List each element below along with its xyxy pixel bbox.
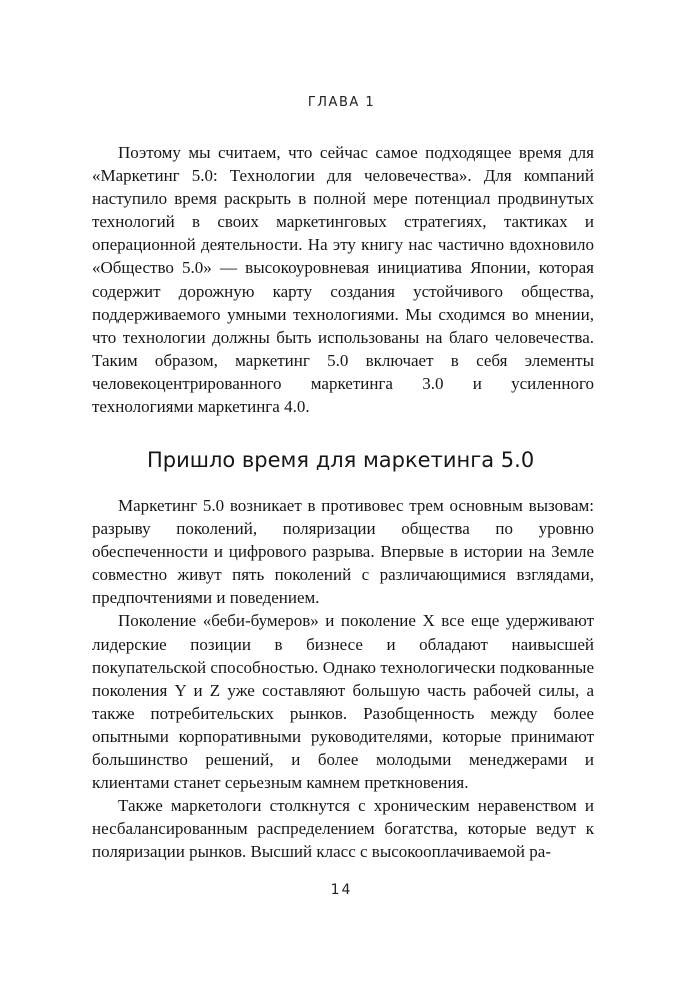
paragraph: Маркетинг 5.0 возникает в противовес трем основным вызовам: разрыву поколений, поляризации общества по уровню обеспеченности и цифрового разрыва. Впервые в истории на Земле совместно живут пять поколений с различающимися взглядами, предпочтениями и поведением. (92, 496, 594, 608)
paragraph: Поэтому мы считаем, что сейчас самое подходящее время для «Маркетинг 5.0: Технологии для человечества». Для компаний наступило время раскрыть в полной мере потенциал продвинутых технологий в своих маркетинговых стратегиях, тактиках и операционной деятельности. На эту книгу нас частично вдохновило «Общество 5.0» — высокоуровневая инициатива Японии, которая содержит дорожную карту создания устойчивого общества, поддерживаемого умными технологиями. Мы сходимся во мнении, что технологии должны быть использованы на благо человечества. Таким образом, маркетинг 5.0 включает в себя элементы человекоцентрированного маркетинга 3.0 и усиленного технологиями маркетинга 4.0. (92, 143, 594, 417)
page-number: 14 (330, 882, 353, 898)
running-head: ГЛАВА 1 (307, 95, 376, 110)
paragraph: Также маркетологи столкнутся с хроническим неравенством и несбалансированным распределением богатства, которые ведут к поляризации рынков. Высший класс с высокооплачиваемой ра- (92, 796, 594, 862)
section-text-block (92, 494, 594, 864)
intro-text-block (92, 141, 594, 418)
section-heading: Пришло время для маркетинга 5.0 (147, 448, 535, 472)
paragraph: Поколение «беби-бумеров» и поколение X все еще удерживают лидерские позиции в бизнесе и обладают наивысшей покупательской способностью. Однако технологически подкованные поколения Y и Z уже составляют большую часть рабочей силы, а также потребительских рынков. Разобщенность между более опытными корпоративными руководителями, которые принимают большинство решений, и более молодыми менеджерами и клиентами станет серьезным камнем преткновения. (92, 611, 594, 793)
